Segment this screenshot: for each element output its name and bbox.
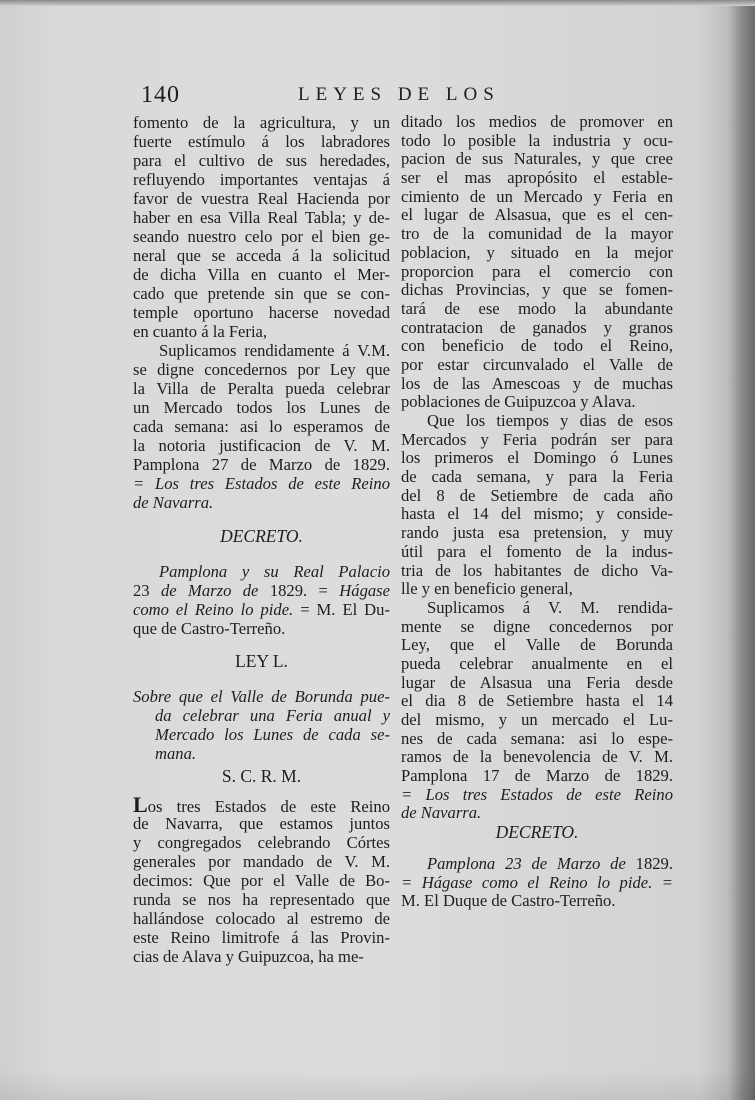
roman-text: pueda celebrar anualmente en el bbox=[401, 653, 673, 673]
text-line bbox=[401, 599, 673, 618]
italic-text: = Los tres Estados de este Reino bbox=[401, 784, 673, 804]
roman-text: para el cultivo de sus heredades, bbox=[133, 151, 390, 170]
text-line bbox=[133, 113, 390, 132]
text-line bbox=[133, 792, 390, 817]
roman-text: del mismo, y un mercado el Lu- bbox=[401, 710, 673, 729]
roman-text: por estar circunvalado el Valle de bbox=[401, 354, 673, 374]
text-line bbox=[133, 527, 390, 546]
roman-text: Pamplona 27 de Marzo de 1829. bbox=[133, 455, 390, 474]
text-line bbox=[133, 562, 390, 581]
text-line bbox=[133, 284, 390, 303]
text-line bbox=[133, 833, 390, 852]
text-line bbox=[133, 767, 390, 786]
text-line bbox=[401, 449, 673, 468]
section-heading bbox=[133, 767, 390, 786]
italic-text: Hágase bbox=[339, 581, 390, 600]
roman-text: de dicha Villa en cuanto el Mer- bbox=[133, 265, 390, 284]
section-heading bbox=[133, 652, 390, 671]
text-line bbox=[401, 692, 673, 711]
roman-text: runda se nos ha representado que bbox=[133, 890, 390, 909]
roman-text: = M. El Du- bbox=[300, 600, 390, 619]
text-line bbox=[401, 855, 673, 874]
paragraph bbox=[133, 687, 390, 763]
italic-text: DECRETO. bbox=[220, 526, 303, 546]
roman-text: de Navarra, que estamos juntos bbox=[133, 814, 390, 833]
text-line bbox=[401, 150, 673, 169]
text-line bbox=[401, 225, 673, 244]
drop-cap: L bbox=[133, 792, 148, 817]
text-line bbox=[133, 600, 390, 619]
text-line bbox=[133, 417, 390, 436]
roman-text: Ley, que el Valle de Borunda bbox=[401, 635, 673, 655]
roman-text: os tres Estados de este Reino bbox=[147, 797, 390, 816]
roman-text: seando nuestro celo por el bien ge- bbox=[133, 227, 390, 246]
text-line bbox=[401, 618, 673, 637]
text-line bbox=[401, 786, 673, 805]
italic-text: mana. bbox=[155, 744, 197, 763]
roman-text: contratacion de ganados y granos bbox=[401, 317, 673, 337]
roman-text: generales por mandado de V. M. bbox=[133, 852, 390, 871]
text-line bbox=[133, 170, 390, 189]
text-line bbox=[401, 711, 673, 730]
roman-text: tro de la comunidad de la mayor bbox=[401, 224, 673, 244]
roman-text: lle y en beneficio general, bbox=[401, 579, 573, 599]
text-line bbox=[133, 474, 390, 493]
italic-text: Sobre que el Valle de Borunda pue- bbox=[133, 687, 390, 706]
text-line bbox=[401, 748, 673, 767]
scan-bottom-shade bbox=[0, 1070, 755, 1100]
roman-text: haber en esa Villa Real Tabla; y de- bbox=[133, 208, 390, 227]
paragraph bbox=[133, 341, 390, 512]
text-line bbox=[401, 412, 673, 431]
roman-text: fuerte estímulo á los labradores bbox=[133, 132, 390, 151]
text-line bbox=[401, 562, 673, 581]
roman-text: dichas Provincias, y que se fomen- bbox=[401, 280, 673, 300]
paragraph bbox=[133, 562, 390, 638]
text-line bbox=[133, 151, 390, 170]
roman-text: tria de los habitantes de dicho Va- bbox=[401, 560, 673, 580]
text-line bbox=[133, 265, 390, 284]
roman-text: fomento de la agricultura, y un bbox=[133, 113, 390, 132]
roman-text: proporcion para el comercio con bbox=[401, 261, 673, 281]
text-line bbox=[133, 493, 390, 512]
italic-text: Pamplona 23 de Marzo de bbox=[427, 853, 636, 873]
running-title: LEYES DE LOS bbox=[298, 84, 500, 105]
left-column bbox=[133, 113, 390, 966]
roman-text: decimos: Que por el Valle de Bo- bbox=[133, 871, 390, 890]
roman-text: pacion de sus Naturales, y que cree bbox=[401, 149, 673, 169]
roman-text: Mercados y Feria podrán ser para bbox=[401, 429, 673, 449]
text-line bbox=[133, 246, 390, 265]
text-line bbox=[133, 208, 390, 227]
roman-text: todo lo posible la industria y ocu- bbox=[401, 130, 673, 150]
roman-text: mente se digne concedernos por bbox=[401, 616, 673, 636]
text-line bbox=[401, 188, 673, 207]
roman-text: la notoria justificacion de V. M. bbox=[133, 436, 390, 455]
section-heading bbox=[133, 527, 390, 546]
text-line bbox=[401, 892, 673, 911]
roman-text: ramos de la benevolencia de V. M. bbox=[401, 747, 673, 767]
roman-text: cada semana: asi lo esperamos de bbox=[133, 417, 390, 436]
text-line bbox=[401, 300, 673, 319]
text-line bbox=[401, 375, 673, 394]
italic-text: como el Reino lo pide. bbox=[133, 600, 301, 619]
roman-text: Suplicamos á V. M. rendida- bbox=[427, 597, 673, 617]
text-line bbox=[133, 871, 390, 890]
text-line bbox=[401, 874, 673, 893]
roman-text: poblacion, y situado en la mejor bbox=[401, 242, 673, 262]
italic-text: de Navarra. bbox=[133, 493, 214, 512]
text-line bbox=[401, 337, 673, 356]
roman-text: favor de vuestra Real Hacienda por bbox=[133, 189, 390, 208]
roman-text: que de Castro-Terreño. bbox=[133, 619, 286, 638]
section-heading bbox=[401, 823, 673, 842]
roman-text: un Mercado todos los Lunes de bbox=[133, 398, 390, 417]
text-line bbox=[133, 725, 390, 744]
text-line bbox=[401, 431, 673, 450]
roman-text: del 8 de Setiembre de cada año bbox=[401, 485, 673, 505]
roman-text: útil para el fomento de la indus- bbox=[401, 541, 673, 561]
roman-text: los primeros el Domingo ó Lunes bbox=[401, 448, 673, 468]
roman-text: el lugar de Alsasua, que es el cen- bbox=[401, 205, 673, 225]
text-line bbox=[401, 468, 673, 487]
text-line bbox=[401, 319, 673, 338]
text-line bbox=[401, 580, 673, 599]
roman-text: 1829. bbox=[635, 853, 673, 873]
italic-text: Pamplona y su Real Palacio bbox=[159, 562, 390, 581]
text-line bbox=[133, 947, 390, 966]
roman-text: ser el mas apropósito el estable- bbox=[401, 168, 673, 188]
right-column bbox=[401, 113, 673, 911]
text-line bbox=[133, 322, 390, 341]
text-line bbox=[133, 814, 390, 833]
roman-text: Suplicamos rendidamente á V.M. bbox=[159, 341, 390, 360]
roman-text: S. C. R. M. bbox=[221, 766, 302, 786]
roman-text: 23 bbox=[133, 581, 161, 600]
text-line bbox=[133, 455, 390, 474]
italic-text: DECRETO. bbox=[495, 822, 579, 843]
text-line bbox=[401, 636, 673, 655]
text-line bbox=[133, 619, 390, 638]
roman-text: rando justa esa pretension, y muy bbox=[401, 523, 673, 543]
text-line bbox=[133, 890, 390, 909]
roman-text: Pamplona 17 de Marzo de 1829. bbox=[401, 766, 673, 786]
roman-text: lugar de Alsasua una Feria desde bbox=[401, 672, 673, 692]
text-line bbox=[133, 398, 390, 417]
roman-text: 1829. = bbox=[269, 581, 340, 600]
text-line bbox=[133, 687, 390, 706]
text-line bbox=[133, 652, 390, 671]
text-line bbox=[401, 804, 673, 823]
paragraph bbox=[401, 113, 673, 412]
scan-top-edge bbox=[0, 0, 755, 6]
roman-text: hasta el 14 del mismo; y conside- bbox=[401, 504, 673, 524]
text-line bbox=[401, 263, 673, 282]
page-number: 140 bbox=[141, 82, 180, 108]
text-line bbox=[133, 852, 390, 871]
text-line bbox=[133, 928, 390, 947]
roman-text: tará de ese modo la abundante bbox=[401, 298, 673, 318]
roman-text: se digne concedernos por Ley que bbox=[133, 360, 390, 379]
roman-text: M. El Duque de Castro-Terreño. bbox=[401, 891, 616, 911]
text-line bbox=[133, 909, 390, 928]
text-line bbox=[133, 303, 390, 322]
text-line bbox=[401, 113, 673, 132]
roman-text: temple oportuno hacerse novedad bbox=[133, 303, 390, 322]
roman-text: ditado los medios de promover en bbox=[401, 112, 673, 131]
roman-text: este Reino limitrofe á las Provin- bbox=[133, 928, 390, 947]
roman-text: LEY L. bbox=[235, 651, 288, 671]
italic-text: = Los tres Estados de este Reino bbox=[133, 474, 390, 493]
paragraph bbox=[401, 412, 673, 599]
text-line bbox=[133, 189, 390, 208]
text-line bbox=[133, 341, 390, 360]
italic-text: Mercado los Lunes de cada se- bbox=[155, 725, 390, 744]
text-line bbox=[133, 379, 390, 398]
italic-text: de Marzo de bbox=[160, 581, 270, 600]
roman-text: la Villa de Peralta pueda celebrar bbox=[133, 379, 390, 398]
paragraph bbox=[401, 855, 673, 911]
text-line bbox=[401, 356, 673, 375]
text-line bbox=[401, 132, 673, 151]
text-line bbox=[401, 206, 673, 225]
text-line bbox=[401, 524, 673, 543]
text-line bbox=[401, 244, 673, 263]
roman-text: los de las Amescoas y de muchas bbox=[401, 373, 673, 393]
roman-text: cado que pretende sin que se con- bbox=[133, 284, 390, 303]
roman-text: y congregados celebrando Córtes bbox=[133, 833, 390, 852]
text-line bbox=[401, 543, 673, 562]
text-line bbox=[133, 360, 390, 379]
roman-text: hallándose colocado al estremo de bbox=[133, 909, 390, 928]
italic-text: da celebrar una Feria anual y bbox=[155, 706, 390, 725]
text-line bbox=[401, 767, 673, 786]
text-line bbox=[133, 436, 390, 455]
roman-text: con beneficio de todo el Reino, bbox=[401, 336, 673, 356]
paragraph bbox=[133, 792, 390, 966]
roman-text: de cada semana, y para la Feria bbox=[401, 467, 673, 487]
text-line bbox=[401, 487, 673, 506]
roman-text: nes de cada semana: asi lo espe- bbox=[401, 728, 673, 748]
paragraph bbox=[133, 113, 390, 341]
text-line bbox=[401, 169, 673, 188]
text-line bbox=[401, 655, 673, 674]
paragraph bbox=[401, 599, 673, 823]
roman-text: neral que se acceda á la solicitud bbox=[133, 246, 390, 265]
italic-text: de Navarra. bbox=[401, 803, 482, 823]
roman-text: el dia 8 de Setiembre hasta el 14 bbox=[401, 691, 673, 711]
text-line bbox=[133, 581, 390, 600]
roman-text: refluyendo importantes ventajas á bbox=[133, 170, 390, 189]
roman-text: cias de Alava y Guipuzcoa, ha me- bbox=[133, 947, 364, 966]
roman-text: poblaciones de Guipuzcoa y Alava. bbox=[401, 392, 636, 412]
text-line bbox=[401, 674, 673, 693]
roman-text: Que los tiempos y dias de esos bbox=[427, 411, 673, 430]
text-line bbox=[401, 281, 673, 300]
text-line bbox=[133, 132, 390, 151]
text-line bbox=[401, 393, 673, 412]
text-line bbox=[133, 744, 390, 763]
text-line bbox=[401, 730, 673, 749]
text-line bbox=[133, 706, 390, 725]
roman-text: cimiento de un Mercado y Feria en bbox=[401, 186, 673, 206]
text-line bbox=[401, 505, 673, 524]
text-line bbox=[401, 823, 673, 842]
text-line bbox=[133, 227, 390, 246]
roman-text: en cuanto á la Feria, bbox=[133, 322, 268, 341]
italic-text: = Hágase como el Reino lo pide. = bbox=[401, 872, 673, 892]
